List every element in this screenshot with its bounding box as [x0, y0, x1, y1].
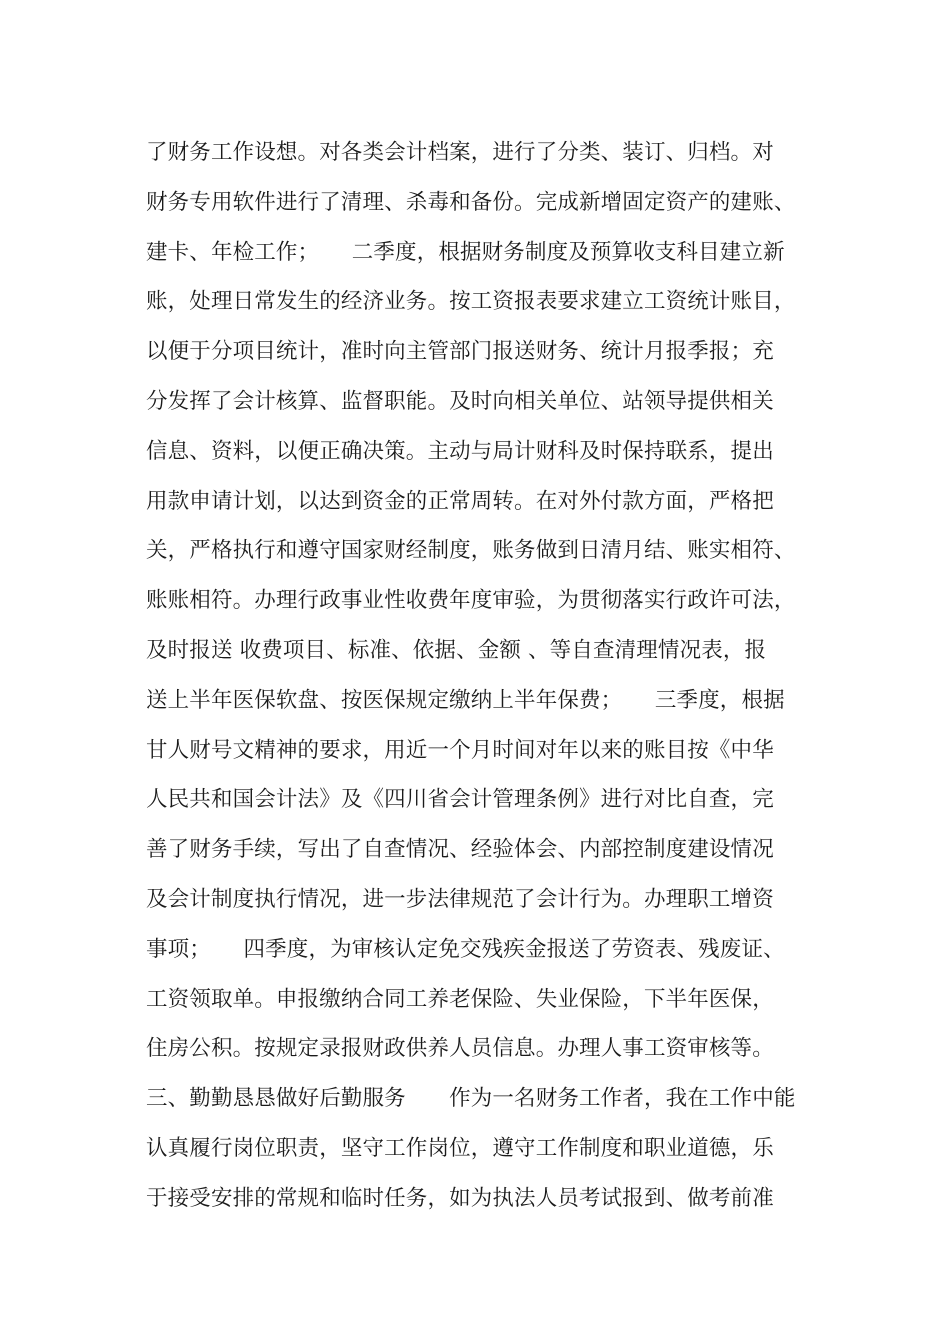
text-line: 人民共和国会计法》及《四川省会计管理条例》进行对比自查，完	[146, 787, 774, 813]
text-line: 分发挥了会计核算、监督职能。及时向相关单位、站领导提供相关	[146, 388, 774, 414]
text-line: 送上半年医保软盘、按医保规定缴纳上半年保费； 三季度，根据	[146, 687, 785, 713]
text-line: 信息、资料，以便正确决策。主动与局计财科及时保持联系，提出	[146, 438, 774, 464]
text-line: 甘人财号文精神的要求，用近一个月时间对年以来的账目按《中华	[146, 737, 774, 763]
text-line: 用款申请计划，以达到资金的正常周转。在对外付款方面，严格把	[146, 488, 774, 514]
text-line: 住房公积。按规定录报财政供养人员信息。办理人事工资审核等。	[146, 1036, 774, 1062]
section-heading-line: 三、勤勤恳恳做好后勤服务 作为一名财务工作者，我在工作中能	[146, 1086, 796, 1112]
text-line: 了财务工作设想。对各类会计档案，进行了分类、装订、归档。对	[146, 140, 774, 165]
text-line: 于接受安排的常规和临时任务，如为执法人员考试报到、做考前准	[146, 1185, 774, 1211]
text-line: 财务专用软件进行了清理、杀毒和备份。完成新增固定资产的建账、	[146, 189, 796, 215]
text-line: 善了财务手续，写出了自查情况、经验体会、内部控制度建设情况	[146, 837, 774, 863]
text-line: 及会计制度执行情况，进一步法律规范了会计行为。办理职工增资	[146, 886, 774, 912]
body-text	[146, 128, 826, 1224]
text-line: 工资领取单。申报缴纳合同工养老保险、失业保险，下半年医保，	[146, 986, 774, 1012]
text-line: 关，严格执行和遵守国家财经制度，账务做到日清月结、账实相符、	[146, 538, 796, 564]
text-line: 及时报送 收费项目、标准、依据、金额 、等自查清理情况表，报	[146, 637, 767, 663]
text-line: 认真履行岗位职责，坚守工作岗位，遵守工作制度和职业道德，乐	[146, 1135, 774, 1161]
text-line: 账账相符。办理行政事业性收费年度审验，为贯彻落实行政许可法，	[146, 588, 796, 614]
text-line: 建卡、年检工作； 二季度，根据财务制度及预算收支科目建立新	[146, 239, 785, 265]
text-line: 账，处理日常发生的经济业务。按工资报表要求建立工资统计账目，	[146, 289, 796, 315]
text-line: 事项； 四季度，为审核认定免交残疾金报送了劳资表、残废证、	[146, 936, 785, 962]
text-line: 以便于分项目统计，准时向主管部门报送财务、统计月报季报；充	[146, 339, 774, 365]
